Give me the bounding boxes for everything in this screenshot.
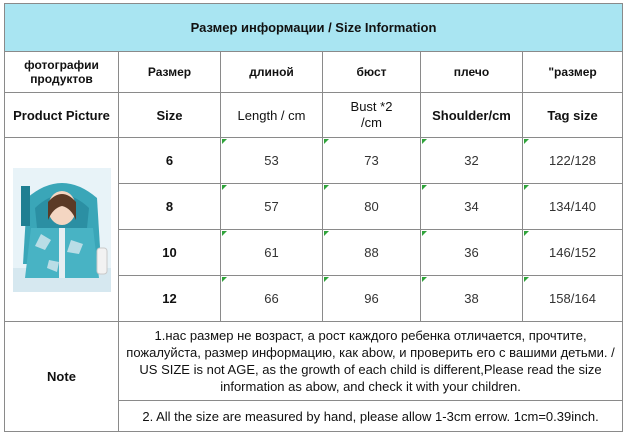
cell-bust: 96 [323,276,421,322]
cell-bust: 80 [323,184,421,230]
header-en-bust-text: Bust *2 /cm [350,99,393,130]
cell-tag: 122/128 [523,138,623,184]
note-label: Note [5,322,119,432]
header-ru-shoulder: плечо [421,52,523,93]
table-title: Размер информации / Size Information [5,4,623,52]
cell-tag: 158/164 [523,276,623,322]
cell-size: 12 [119,276,221,322]
header-en-tag: Tag size [523,93,623,138]
cell-shoulder: 38 [421,276,523,322]
cell-length: 66 [221,276,323,322]
product-photo-cell [5,138,119,322]
header-en-size: Size [119,93,221,138]
size-table [4,3,623,432]
cell-size: 8 [119,184,221,230]
cell-bust: 88 [323,230,421,276]
header-ru-size: Размер [119,52,221,93]
header-ru-photo: фотографии продуктов [5,52,119,93]
cell-tag: 146/152 [523,230,623,276]
table-row [5,138,623,184]
note-row [5,322,623,401]
header-ru-bust: бюст [323,52,421,93]
header-en-bust [323,93,421,138]
cell-size: 10 [119,230,221,276]
header-row-russian [5,52,623,93]
cell-length: 57 [221,184,323,230]
cell-tag: 134/140 [523,184,623,230]
header-en-photo: Product Picture [5,93,119,138]
cell-shoulder: 36 [421,230,523,276]
cell-length: 61 [221,230,323,276]
cell-length: 53 [221,138,323,184]
header-ru-length: длиной [221,52,323,93]
cell-size: 6 [119,138,221,184]
note-text-1: 1.нас размер не возраст, а рост каждого ребенка отличается, прочтите, пожалуйста, размер информацию, как abow, и проверить его с вашими детьми. / US SIZE is not AGE, as the growth of each child is different,Please read the size information as abow, and check it with your children. [119,322,623,401]
cell-shoulder: 34 [421,184,523,230]
product-photo [13,168,111,292]
cell-bust: 73 [323,138,421,184]
header-en-length: Length / cm [221,93,323,138]
cell-shoulder: 32 [421,138,523,184]
header-row-english [5,93,623,138]
header-en-shoulder: Shoulder/cm [421,93,523,138]
note-text-2: 2. All the size are measured by hand, please allow 1-3cm errow. 1cm=0.39inch. [119,401,623,432]
header-ru-tag: "размер [523,52,623,93]
